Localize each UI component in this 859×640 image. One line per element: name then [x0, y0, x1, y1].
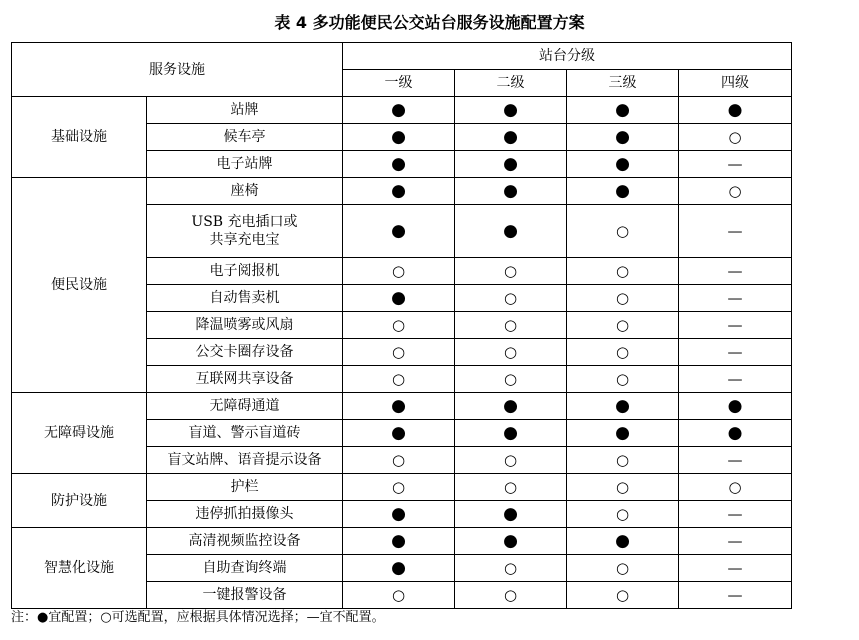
- table-row: [12, 97, 792, 124]
- category-cell: 防护设施: [12, 474, 147, 528]
- config-mark-cell: ○: [679, 474, 792, 501]
- config-mark-cell: ●: [455, 178, 567, 205]
- facility-cell: 自动售卖机: [147, 285, 343, 312]
- table-note: 注：●宜配置；○可选配置，应根据具体情况选择；—宜不配置。: [11, 610, 385, 625]
- header-grade-group: 站台分级: [343, 43, 792, 70]
- config-mark-cell: ●: [343, 393, 455, 420]
- config-mark-cell: ○: [455, 447, 567, 474]
- config-mark-cell: ●: [343, 555, 455, 582]
- facility-cell: 候车亭: [147, 124, 343, 151]
- table-row: [12, 528, 792, 555]
- config-mark-cell: ●: [567, 124, 679, 151]
- config-mark-cell: ●: [679, 420, 792, 447]
- config-mark-cell: ○: [679, 178, 792, 205]
- facility-cell: 违停抓拍摄像头: [147, 501, 343, 528]
- config-mark-cell: ○: [455, 258, 567, 285]
- config-mark-cell: ○: [679, 124, 792, 151]
- config-mark-cell: ●: [455, 420, 567, 447]
- table-body: [12, 97, 792, 609]
- header-grade-3: 三级: [567, 70, 679, 97]
- config-mark-cell: ●: [567, 151, 679, 178]
- facility-cell: 座椅: [147, 178, 343, 205]
- config-mark-cell: ○: [343, 258, 455, 285]
- facility-cell: 无障碍通道: [147, 393, 343, 420]
- config-mark-cell: ○: [343, 339, 455, 366]
- config-mark-cell: ○: [567, 339, 679, 366]
- facility-cell: 高清视频监控设备: [147, 528, 343, 555]
- config-mark-cell: ○: [567, 285, 679, 312]
- config-mark-cell: ○: [567, 258, 679, 285]
- config-mark-cell: ○: [343, 582, 455, 609]
- config-mark-cell: ●: [343, 124, 455, 151]
- config-mark-cell: ○: [567, 447, 679, 474]
- config-mark-cell: —: [679, 151, 792, 178]
- config-mark-cell: —: [679, 366, 792, 393]
- config-mark-cell: ●: [343, 178, 455, 205]
- facility-cell: 降温喷雾或风扇: [147, 312, 343, 339]
- facility-cell: 公交卡圈存设备: [147, 339, 343, 366]
- facility-cell: 护栏: [147, 474, 343, 501]
- header-grade-1: 一级: [343, 70, 455, 97]
- config-mark-cell: ●: [567, 178, 679, 205]
- config-mark-cell: —: [679, 528, 792, 555]
- config-mark-cell: ●: [343, 420, 455, 447]
- config-mark-cell: ●: [679, 393, 792, 420]
- category-cell: 无障碍设施: [12, 393, 147, 474]
- config-mark-cell: ○: [343, 447, 455, 474]
- facility-line: USB 充电插口或: [191, 214, 298, 230]
- config-mark-cell: ●: [343, 285, 455, 312]
- facility-cell: 自助查询终端: [147, 555, 343, 582]
- config-mark-cell: ●: [567, 393, 679, 420]
- config-mark-cell: ○: [343, 366, 455, 393]
- config-mark-cell: ●: [455, 205, 567, 258]
- config-mark-cell: ○: [455, 339, 567, 366]
- config-mark-cell: ●: [343, 528, 455, 555]
- config-mark-cell: ○: [455, 366, 567, 393]
- config-mark-cell: ○: [567, 474, 679, 501]
- facility-cell: 一键报警设备: [147, 582, 343, 609]
- config-mark-cell: ○: [343, 474, 455, 501]
- config-mark-cell: ●: [567, 528, 679, 555]
- category-cell: 基础设施: [12, 97, 147, 178]
- category-cell: 智慧化设施: [12, 528, 147, 609]
- config-mark-cell: ○: [567, 205, 679, 258]
- facility-cell: 盲文站牌、语音提示设备: [147, 447, 343, 474]
- facility-cell: 互联网共享设备: [147, 366, 343, 393]
- config-mark-cell: —: [679, 339, 792, 366]
- config-mark-cell: ○: [567, 366, 679, 393]
- config-mark-cell: —: [679, 501, 792, 528]
- config-mark-cell: —: [679, 205, 792, 258]
- facility-cell: 站牌: [147, 97, 343, 124]
- facility-cell: 电子阅报机: [147, 258, 343, 285]
- facility-cell: 电子站牌: [147, 151, 343, 178]
- header-grade-2: 二级: [455, 70, 567, 97]
- config-mark-cell: ○: [455, 474, 567, 501]
- category-cell: 便民设施: [12, 178, 147, 393]
- config-mark-cell: ●: [455, 97, 567, 124]
- config-mark-cell: ●: [343, 501, 455, 528]
- config-mark-cell: ●: [343, 205, 455, 258]
- config-mark-cell: ○: [567, 312, 679, 339]
- config-mark-cell: —: [679, 582, 792, 609]
- table-row: [12, 474, 792, 501]
- config-mark-cell: ●: [455, 528, 567, 555]
- header-grade-4: 四级: [679, 70, 792, 97]
- config-mark-cell: ●: [455, 393, 567, 420]
- config-mark-cell: ●: [343, 97, 455, 124]
- config-mark-cell: —: [679, 285, 792, 312]
- config-mark-cell: ○: [455, 285, 567, 312]
- config-mark-cell: ●: [343, 151, 455, 178]
- facility-cell: 盲道、警示盲道砖: [147, 420, 343, 447]
- facility-cell: [147, 205, 343, 258]
- table-row: [12, 178, 792, 205]
- config-mark-cell: ○: [567, 501, 679, 528]
- config-mark-cell: ●: [455, 151, 567, 178]
- config-mark-cell: ●: [567, 420, 679, 447]
- config-mark-cell: ○: [567, 582, 679, 609]
- config-mark-cell: ○: [455, 555, 567, 582]
- config-mark-cell: ●: [455, 124, 567, 151]
- config-mark-cell: ●: [455, 501, 567, 528]
- header-service: 服务设施: [12, 43, 343, 97]
- config-mark-cell: ○: [567, 555, 679, 582]
- table-title: 表 4 多功能便民公交站台服务设施配置方案: [274, 13, 585, 32]
- config-mark-cell: ●: [679, 97, 792, 124]
- facility-line: 共享充电宝: [209, 232, 280, 248]
- config-mark-cell: ○: [343, 312, 455, 339]
- config-mark-cell: —: [679, 555, 792, 582]
- config-mark-cell: —: [679, 258, 792, 285]
- table-row: [12, 393, 792, 420]
- facility-config-table: [11, 42, 792, 609]
- config-mark-cell: ○: [455, 582, 567, 609]
- config-mark-cell: ●: [567, 97, 679, 124]
- config-mark-cell: —: [679, 447, 792, 474]
- config-mark-cell: —: [679, 312, 792, 339]
- config-mark-cell: ○: [455, 312, 567, 339]
